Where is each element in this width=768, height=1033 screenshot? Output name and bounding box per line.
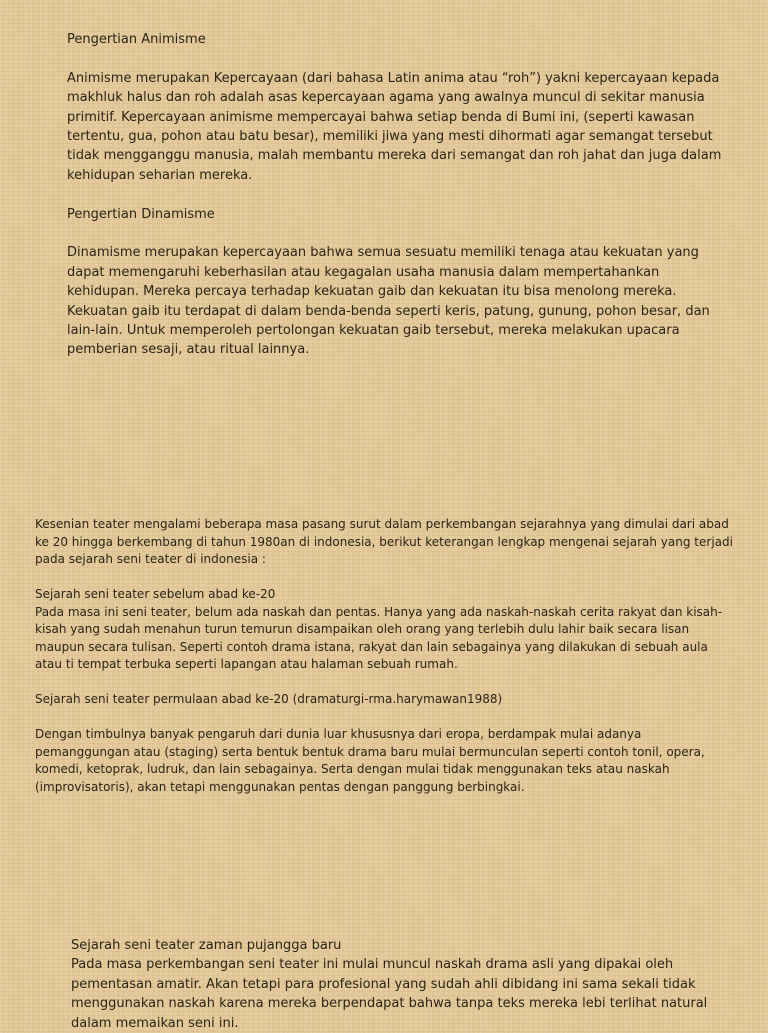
pujangga-baru-paragraph: Pada masa perkembangan seni teater ini mulai muncul naskah drama asli yang dipakai oleh pementasan amatir. Akan tetapi para profesional yang sudah ahli dibidang ini sama sekali tidak menggunakan naskah karena mereka berpendapat bahwa tanpa teks mereka lebi terlihat natural dalam memaikan seni ini. <box>71 957 708 1031</box>
slide-sejarah-teater <box>0 516 768 814</box>
slide-animisme-dinamisme <box>0 30 768 379</box>
animisme-paragraph: Animisme merupakan Kepercayaan (dari bahasa Latin anima atau “roh”) yakni kepercayaan kepada makhluk halus dan roh adalah asas kepercayaan agama yang awalnya muncul di sekitar manusia primitif. Kepercayaan animisme mempercayai bahwa setiap benda di Bumi ini, (seperti kawasan tertentu, gua, pohon atau batu besar), memiliki jiwa yang mesti dihormati agar semangat tersebut tidak mengganggu manusia, malah membantu mereka dari semangat dan roh jahat dan juga dalam kehidupan seharian mereka. <box>67 70 722 183</box>
dinamisme-heading: Pengertian Dinamisme <box>67 206 215 222</box>
section-1-paragraph: Pada masa ini seni teater, belum ada naskah dan pentas. Hanya yang ada naskah-naskah cerita rakyat dan kisah-kisah yang sudah menahun turun temurun disampaikan oleh orang yang terlebih dulu lahir baik secara lisan maupun secara tulisan. Seperti contoh drama istana, rakyat dan lain sebagainya yang dilakukan di sebuah aula atau ti tempat terbuka seperti lapangan atau halaman sebuah rumah. <box>35 604 723 671</box>
section-2-paragraph: Dengan timbulnya banyak pengaruh dari dunia luar khususnya dari eropa, berdampak mulai adanya pemanggungan atau (staging) serta bentuk bentuk drama baru mulai bermunculan seperti contoh tonil, opera, komedi, ketoprak, ludruk, dan lain sebagainya. Serta dengan mulai tidak menggunakan teks atau naskah (improvisatoris), akan tetapi menggunakan pentas dengan panggung berbingkai. <box>35 727 705 794</box>
slide-pujangga-baru <box>0 936 768 1033</box>
section-1-heading: Sejarah seni teater sebelum abad ke-20 <box>35 587 276 601</box>
animisme-heading: Pengertian Animisme <box>67 32 206 47</box>
intro-paragraph: Kesenian teater mengalami beberapa masa pasang surut dalam perkembangan sejarahnya yang dimulai dari abad ke 20 hingga berkembang di tahun 1980an di indonesia, berikut keterangan lengkap mengenai sejarah yang terjadi pada sejarah seni teater di indonesia : <box>35 517 733 566</box>
section-2-heading: Sejarah seni teater permulaan abad ke-20 (dramaturgi-rma.harymawan1988) <box>35 692 503 706</box>
pujangga-baru-heading: Sejarah seni teater zaman pujangga baru <box>71 938 342 953</box>
dinamisme-paragraph: Dinamisme merupakan kepercayaan bahwa semua sesuatu memiliki tenaga atau kekuatan yang dapat memengaruhi keberhasilan atau kegagalan usaha manusia dalam mempertahankan kehidupan. Mereka percaya terhadap kekuatan gaib dan kekuatan itu bisa menolong mereka. Kekuatan gaib itu terdapat di dalam benda-benda seperti keris, patung, gunung, pohon besar, dan lain-lain. Untuk memperoleh pertolongan kekuatan gaib tersebut, mereka melakukan upacara pemberian sesaji, atau ritual lainnya. <box>67 245 710 358</box>
